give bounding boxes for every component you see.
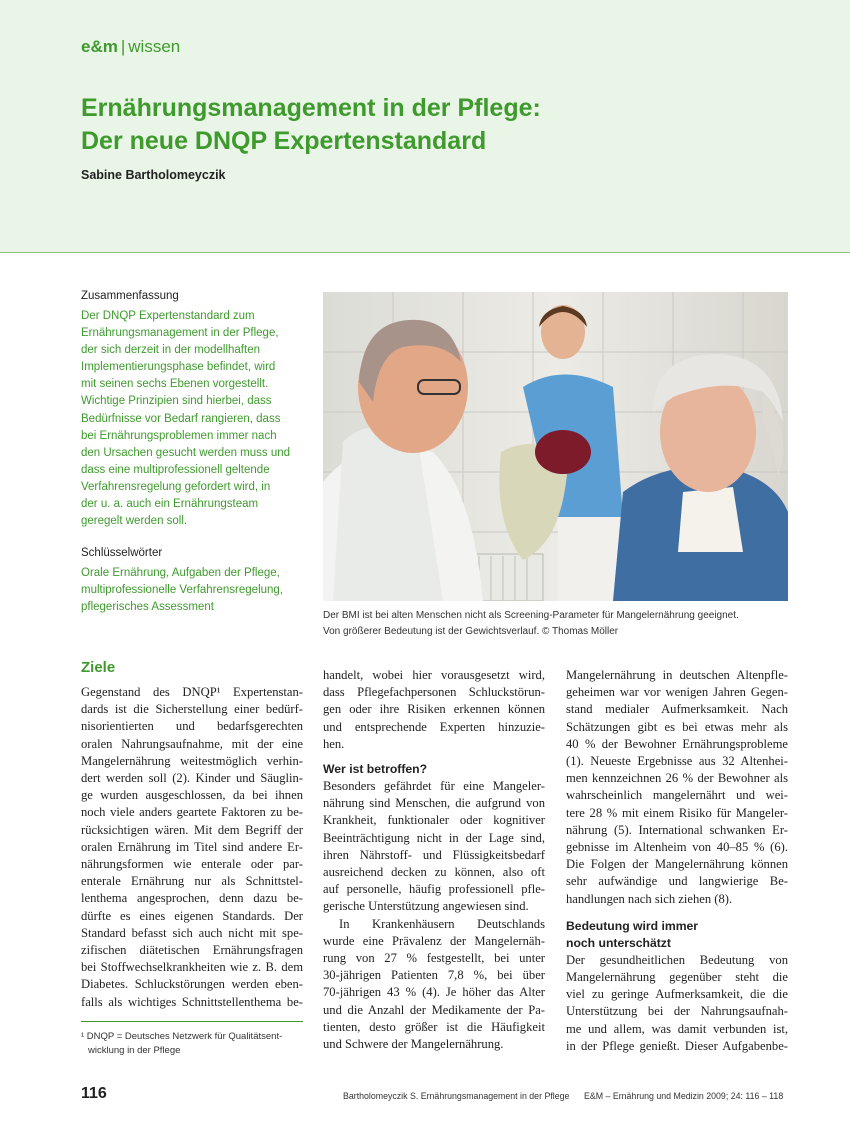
footer-citation: Bartholomeyczik S. Ernährungsmanagement in der Pflege [343,1091,570,1101]
body-line: Schätzungen gibt es bei etwas mehr als [566,719,788,734]
body-line: bei Stoffwechselkrankheiten wie z. B. dem [81,960,303,975]
body-line: sehr aufwändige und langwierige Be- [566,874,788,889]
abstract-line: bei Ernährungsproblemen immer nach [81,429,277,442]
body-line: dert werden soll (2). Kinder und Säuglin- [81,771,303,786]
body-line: und Schwere der Mangelernährung. [323,1037,504,1052]
body-line: hen. [323,736,345,751]
brand-main: e&m [81,37,118,56]
body-line: rücksichtigen wären. Mit dem Begriff der [81,822,303,837]
body-line: Krankheit, funktionaler oder kognitiver [323,813,545,828]
footnote-line: wicklung in der Pflege [88,1045,181,1056]
footnote [81,1030,311,1058]
body-line: geheimen war vor wenigen Jahren Gegen- [566,685,788,700]
body-line: Gegenstand des DNQP¹ Expertenstan- [81,685,303,699]
keywords-heading: Schlüsselwörter [81,547,163,559]
body-line: nährungsformen wie enterale oder par- [81,857,303,872]
abstract-line: Implementierungsphase befindet, wird [81,361,276,374]
brand-section: wissen [128,37,181,56]
body-line: viel zu geringe Aufmerksamkeit, die die [566,987,788,1002]
body-line: gerische Unterstützung angewiesen sind. [323,899,529,914]
body-line: in der Pflege genießt. Dieser Aufgabenbe- [566,1038,788,1053]
caption-line: Der BMI ist bei alten Menschen nicht als Screening-Parameter für Mangelernährung geeignet. [323,610,739,621]
body-line: oralen Ernährung im Titel sind andere Er- [81,839,303,854]
body-line: falls als wichtiges Schnittstellenthema be- [81,994,303,1009]
subheading-line: noch unterschätzt [566,935,671,950]
body-line: Die Folgen der Mangelernährung können [566,857,788,872]
body-line: wurde eine Prävalenz der Mangelernäh- [323,933,545,948]
author-name: Sabine Bartholomeyczik [81,168,226,182]
column-1 [81,684,303,1011]
footer-journal: E&M – Ernährung und Medizin 2009; 24: 116 – 118 [584,1091,784,1101]
body-line: dards ist die Sicherstellung einer bedürf- [81,702,303,717]
article-photo [323,292,788,601]
body-line: handlungen nach sich ziehen (8). [566,891,733,906]
body-line: noch viele anders geartete Faktoren zu be- [81,805,303,820]
body-line: gebnisse im Altenheim von 40–85 % (6). [566,840,788,855]
abstract-line: den Ursachen gesucht werden muss und [81,446,291,459]
body-line: auf personelle, häufig professionell pfle- [323,882,545,897]
brand-label [81,37,180,57]
abstract-line: geregelt werden soll. [81,515,188,528]
keywords-line: pflegerisches Assessment [81,601,214,614]
body-line: dass Pflegefachpersonen Schluckstörun- [323,685,545,700]
body-line: 40 % der Bewohner Ernährungsprobleme [566,736,788,751]
body-line: enterale Ernährung nur als Schnittstel- [81,874,303,889]
body-line: stand medialer Aufmerksamkeit. Nach [566,702,788,717]
body-line: nisorientierten und bedarfsgerechten [81,719,303,734]
abstract-line: Der DNQP Expertenstandard zum [81,310,255,322]
body-line: Der gesundheitlichen Bedeutung von [566,952,788,967]
column-2 [323,667,545,1053]
photo-caption [323,608,793,639]
body-line: ihren Nährstoff- und Flüssigkeitsbedarf [323,847,545,862]
abstract-line: der u. a. auch ein Ernährungsteam [81,498,259,511]
body-line: lenthema angesprochen, denn dazu be- [81,891,303,906]
footnote-line: ¹ DNQP = Deutsches Netzwerk für Qualitätsent- [81,1031,283,1042]
body-line: wahrscheinlich mangelernährt und wei- [566,788,788,803]
body-line: nährung (5). International schwanken Er- [566,822,788,837]
caption-line: Von größerer Bedeutung ist der Gewichtsverlauf. © Thomas Möller [323,625,619,637]
article-title [81,92,801,158]
body-line: Besonders gefährdet für eine Mangeler- [323,779,545,794]
column-3 [566,667,788,1055]
body-line: me und allem, was damit verbunden ist, [566,1021,788,1036]
body-line: handelt, wobei hier vorausgesetzt wird, [323,668,545,682]
title-line: Der neue DNQP Expertenstandard [81,127,487,155]
abstract-line: Wichtige Prinzipien sind hierbei, dass [81,395,272,408]
keywords-line: Orale Ernährung, Aufgaben der Pflege, [81,567,280,579]
body-line: Beeinträchtigung nicht in der Lage sind, [323,830,545,845]
body-line: und die Anzahl der Medikamente der Pa- [323,1002,545,1017]
abstract-text [81,308,303,530]
abstract-line: der sich derzeit in der modellhaften [81,344,260,357]
brand-separator: | [120,37,126,56]
abstract-line: Bedürfnisse vor Bedarf rangieren, dass [81,412,281,425]
body-line: oralen Nahrungsaufnahme, mit der eine [81,736,303,751]
body-line: dürfte es eines eigenen Standards. Der [81,908,303,923]
body-line: gen oder ihre Risiken erkennen können [323,702,545,717]
abstract-line: dass eine multiprofessionell geltende [81,463,270,476]
body-line: nährung sind Menschen, die aufgrund von [323,796,545,811]
section-heading-ziele: Ziele [81,659,116,676]
subheading-wer-ist-betroffen: Wer ist betroffen? [323,762,428,777]
body-line: Mangelernährung gegenüber steht die [566,970,788,985]
body-line: Unterstützung bei der Nahrungsaufnah- [566,1004,788,1019]
body-line: ge wurden ausgeschlossen, da bei ihnen [81,788,303,803]
body-line: Standard befasst sich auch nicht mit spe- [81,925,303,940]
body-line: tienten, desto größer ist die Häufigkeit [323,1019,545,1034]
body-line: In Krankenhäusern Deutschlands [339,916,545,931]
body-line: (1). Neueste Ergebnisse aus 32 Altenhei- [566,754,788,769]
body-line: rung von 27 % festgestellt, bei unter [323,951,545,966]
subheading-line: Bedeutung wird immer [566,918,699,933]
abstract-line: Ernährungsmanagement in der Pflege, [81,327,279,340]
body-line: Mangelernährung in deutschen Altenpfle- [566,668,788,682]
keywords-line: multiprofessionelle Verfahrensregelung, [81,584,284,597]
body-line: tere 28 % mit einem Risiko für Mangeler- [566,805,788,820]
footnote-rule [81,1021,303,1022]
abstract-line: mit seinen sechs Ebenen vorgestellt. [81,378,269,391]
abstract-line: Verfahrensregelung gefordert wird, in [81,480,271,493]
abstract-heading: Zusammenfassung [81,290,179,302]
title-line: Ernährungsmanagement in der Pflege: [81,94,541,122]
body-line: zifischen diätetischen Ernährungsfragen [81,943,303,958]
body-line: men kennzeichnen 26 % der Bewohner als [566,771,788,786]
body-line: 30-jährigen Patienten 7,8 %, bei über [323,968,545,983]
keywords-text [81,565,303,616]
body-line: ausreichend decken zu können, also oft [323,865,545,880]
subheading-bedeutung [566,918,788,952]
body-line: und entsprechende Experten hinzuzie- [323,719,545,734]
body-line: Mangelernährung weitestmöglich verhin- [81,753,303,768]
page-number: 116 [81,1085,107,1102]
body-line: 70-jährigen 43 % (4). Je höher das Alter [323,985,545,1000]
body-line: Diabetes. Schluckstörungen werden eben- [81,977,303,992]
